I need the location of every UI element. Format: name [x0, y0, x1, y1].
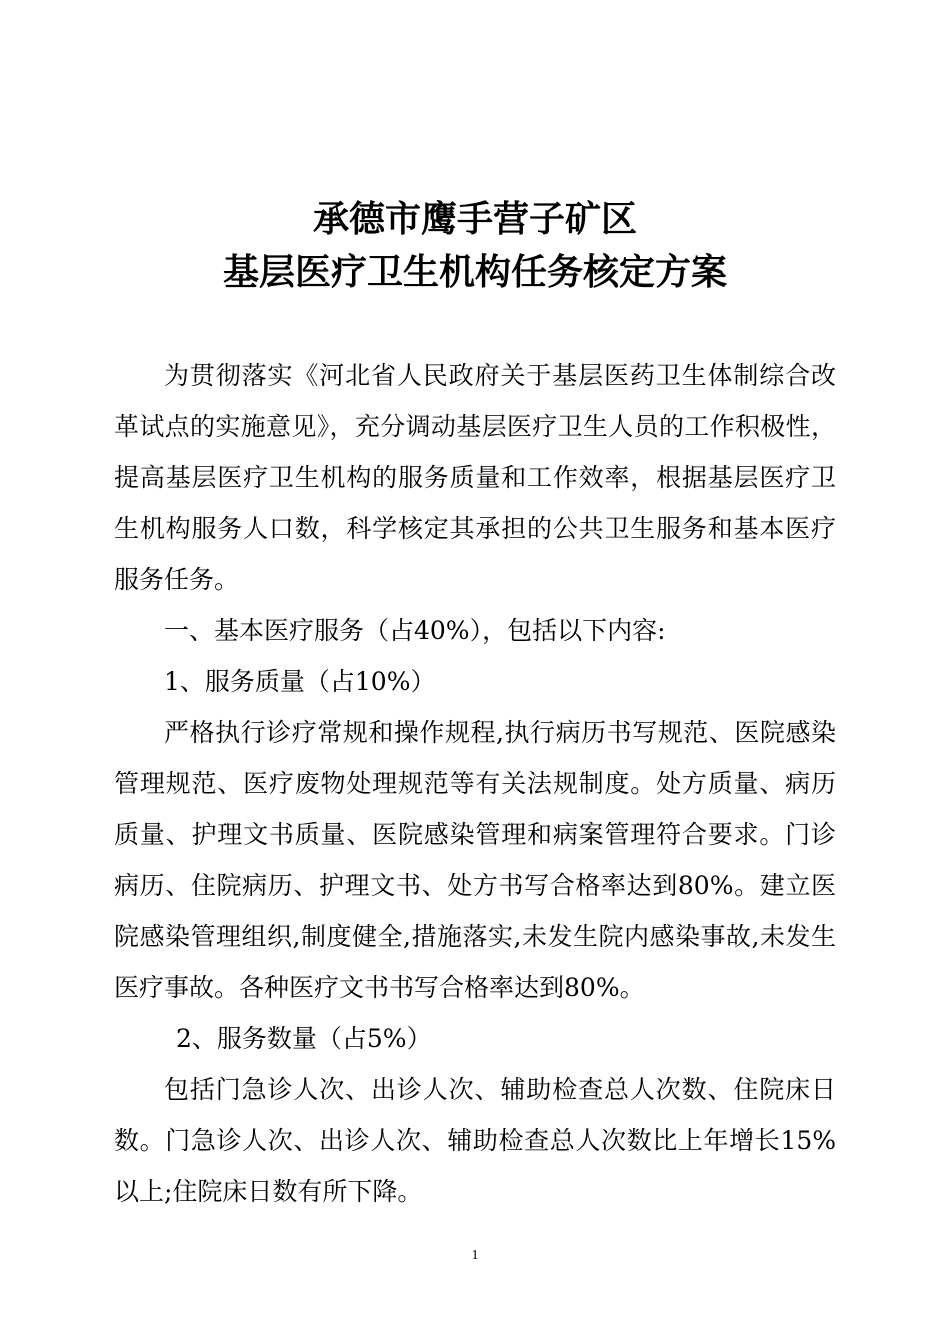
document-title-line-2: 基层医疗卫生机构任务核定方案 [222, 252, 727, 293]
service-quality-paragraph: 严格执行诊疗常规和操作规程,执行病历书写规范、医院感染管理规范、医疗废物处理规范等有关法规制度。处方质量、病历质量、护理文书质量、医院感染管理和病案管理符合要求。门诊病历、住院病历、护理文书、处方书写合格率达到80%。建立医院感染管理组织,制度健全,措施落实,未发生院内感染事故,未发生医疗事故。各种医疗文书书写合格率达到80%。 [114, 718, 836, 1002]
subsection-heading-service-quantity: 2、服务数量（占5%） [176, 1024, 432, 1053]
page-number: 1 [471, 1248, 479, 1263]
section-heading-basic-medical-service: 一、基本医疗服务（占40%），包括以下内容: [164, 616, 666, 645]
document-body [114, 350, 836, 1217]
document-title-line-1: 承德市鹰手营子矿区 [312, 199, 637, 240]
service-quantity-paragraph: 包括门急诊人次、出诊人次、辅助检查总人次数、住院床日数。门急诊人次、出诊人次、辅助检查总人次数比上年增长15%以上;住院床日数有所下降。 [114, 1075, 836, 1206]
intro-paragraph: 为贯彻落实《河北省人民政府关于基层医药卫生体制综合改革试点的实施意见》，充分调动基层医疗卫生人员的工作积极性，提高基层医疗卫生机构的服务质量和工作效率，根据基层医疗卫生机构服务人口数，科学核定其承担的公共卫生服务和基本医疗服务任务。 [114, 361, 836, 594]
subsection-heading-service-quality: 1、服务质量（占10%） [164, 667, 436, 696]
